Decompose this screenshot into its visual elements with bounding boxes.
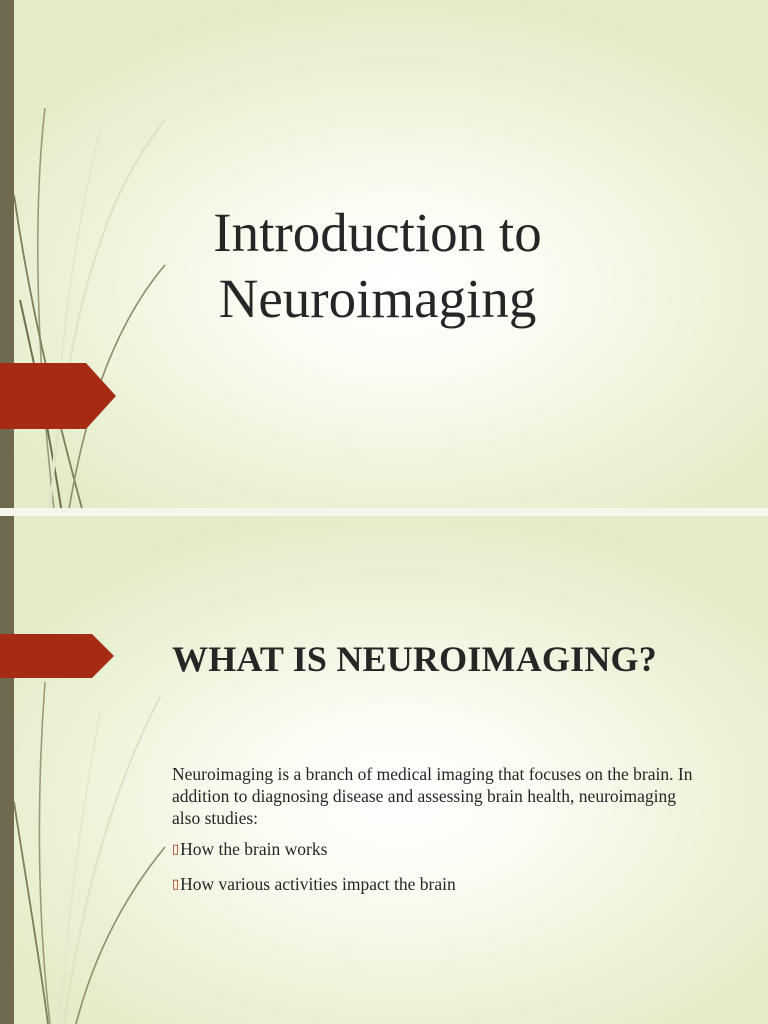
slide-divider [0, 508, 768, 516]
content-slide [0, 512, 768, 1024]
bullet-list [172, 838, 456, 908]
bullet-item [172, 838, 456, 861]
bullet-text: How the brain works [180, 839, 328, 859]
slide-title: WHAT IS NEUROIMAGING? [172, 639, 657, 679]
accent-tab [0, 634, 118, 678]
slide-title: Introduction to Neuroimaging [213, 202, 542, 329]
accent-tab [0, 363, 118, 429]
bullet-marker-icon: ▯ [172, 877, 180, 892]
bullet-text: How various activities impact the brain [180, 874, 456, 894]
body-paragraph: Neuroimaging is a branch of medical imaging that focuses on the brain. In addition to diagnosing disease and assessing brain health, neuroimaging also studies: [172, 764, 693, 828]
bullet-marker-icon: ▯ [172, 842, 180, 857]
bullet-item [172, 873, 456, 896]
